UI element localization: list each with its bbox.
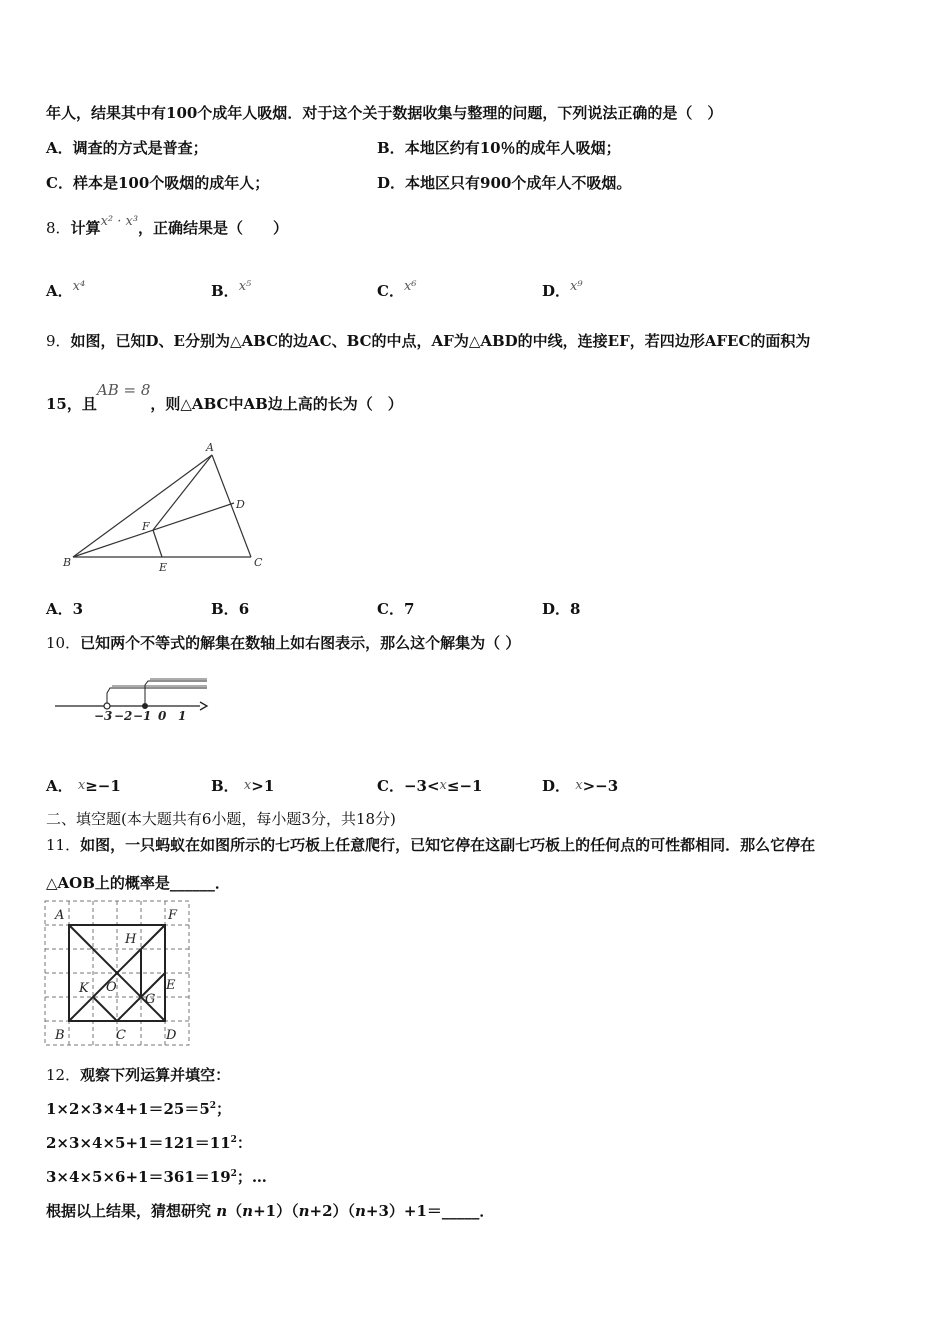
q7-option-d[interactable]: D．本地区只有900个成年人不吸烟。 [377,174,632,192]
q9-option-d[interactable]: D．8 [542,600,581,618]
segment-kc [93,997,117,1021]
label-f: F [168,908,178,923]
section-2-title: 二、填空题(本大题共有6小题，每小题3分，共18分) [46,810,396,828]
q7-option-c[interactable]: C．样本是100个吸烟的成年人； [46,174,270,192]
axis-arrow [200,702,207,710]
label-h: H [125,932,137,947]
q8-stem: 8．计算x² · x³，正确结果是（ ） [46,214,289,237]
q12-conclusion: 根据以上结果，猜想研究 n（n+1）（n+2）（n+3）+1＝_____． [46,1202,495,1220]
q9-stem: 9．如图，已知D、E分别为△ABC的边AC、BC的中点，AF为△ABD的中线，连接EF，若四边形AFEC的面积为 [46,332,811,350]
label-c: C [116,1028,126,1043]
segment-ac [212,455,251,557]
tick-1: 1 [178,709,187,723]
segment-cg [117,997,141,1021]
label-a: A [206,441,214,454]
q10-option-c[interactable]: C．−3<x≤−1 [377,777,483,795]
tick-neg1: −1 [133,709,152,723]
label-b: B [63,556,72,569]
ray-from-neg3 [107,688,207,706]
q10-option-a[interactable]: A． x≥−1 [46,777,121,795]
tick-0: 0 [158,709,167,723]
label-f: F [142,520,150,533]
segment-ba [73,455,212,557]
q10-number-line [50,675,215,730]
label-k: K [79,981,89,996]
q9-option-a[interactable]: A．3 [46,600,84,618]
q9-expression: AB = 8 [96,381,151,399]
label-d: D [166,1028,177,1043]
label-a: A [55,908,65,923]
q8-expression: x² · x³ [100,214,139,229]
q9-option-c[interactable]: C．7 [377,600,415,618]
ray-from-neg1 [145,681,207,706]
label-b: B [55,1028,65,1043]
q7-option-b[interactable]: B．本地区约有10％的成年人吸烟； [377,139,621,157]
label-e: E [159,561,168,574]
q11-stem: 11．如图，一只蚂蚁在如图所示的七巧板上任意爬行，已知它停在这副七巧板上的任何点的可性都相同．那么它停在 [46,836,816,854]
q9-stem-continued: 15，且AB = 8，则△ABC中AB边上高的长为（ ） [46,381,403,413]
q10-option-b[interactable]: B． x>1 [211,777,275,795]
q12-line-3: $3\times 4\times 5\times 6+1=361=19^2$；… [46,1168,267,1186]
q7-option-a[interactable]: A．调查的方式是普查； [46,139,208,157]
label-e: E [166,978,176,993]
q7-stem: 年人，结果其中有100个成年人吸烟．对于这个关于数据收集与整理的问题，下列说法正确的是（ ） [46,104,723,122]
q8-option-b[interactable]: B．x⁵ [211,279,252,300]
q9-option-b[interactable]: B．6 [211,600,250,618]
q8-option-d[interactable]: D．x⁹ [542,279,583,300]
q10-option-d[interactable]: D． x>−3 [542,777,619,795]
q9-triangle-figure [55,440,275,580]
label-c: C [254,556,263,569]
q8-option-a[interactable]: A．x⁴ [46,279,86,300]
q12-stem: 12．观察下列运算并填空： [46,1066,231,1084]
segment-fe [153,530,162,557]
q11-tangram-figure [44,900,192,1048]
label-g: G [145,992,156,1007]
q12-line-2: $2\times 3\times 4\times 5+1=121=11^2$： [46,1134,252,1152]
segment-hf [141,925,165,949]
q12-line-1: $1\times 2\times 3\times 4+1=25=5^2$； [46,1100,232,1118]
label-d: D [236,498,245,511]
tick-neg3: −3 [94,709,113,723]
label-o: O [106,980,117,995]
q11-stem-continued: △AOB上的概率是______． [46,874,230,892]
q8-option-c[interactable]: C．x⁶ [377,279,417,300]
tick-neg2: −2 [114,709,133,723]
q10-stem: 10．已知两个不等式的解集在数轴上如右图表示，那么这个解集为（ ） [46,634,521,652]
